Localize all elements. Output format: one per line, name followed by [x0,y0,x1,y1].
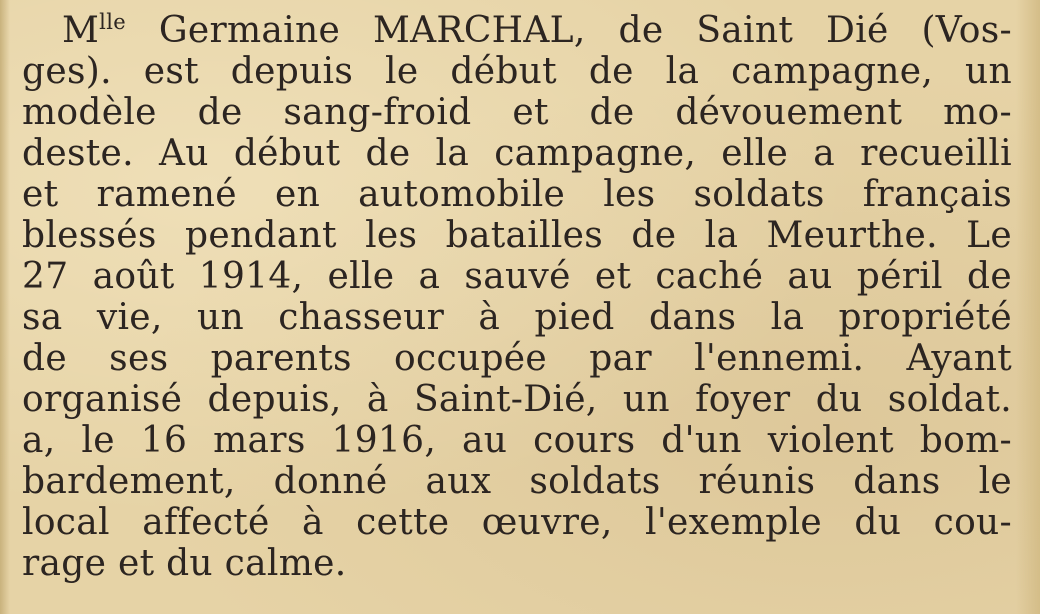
paper-edge-right [1016,0,1040,614]
citation-paragraph [22,10,1012,584]
text-line-11: a, le 16 mars 1916, au cours d'un violent bom- [22,420,1012,461]
text-line-14: rage et du calme. [22,543,347,584]
paper-edge-left [0,0,10,614]
first-line-text: Germaine MARCHAL, de Saint Dié (Vos- [125,10,1012,51]
text-line-6: blessés pendant les batailles de la Meurthe. Le [22,215,1012,256]
text-line-5: et ramené en automobile les soldats français [22,174,1012,215]
text-line-7: 27 août 1914, elle a sauvé et caché au péril de [22,256,1012,297]
text-line-2: ges). est depuis le début de la campagne, un [22,51,1012,92]
honorific-superscript: lle [99,10,126,34]
text-line-3: modèle de sang-froid et de dévouement mo- [22,92,1012,133]
text-line-8: sa vie, un chasseur à pied dans la propriété [22,297,1012,338]
text-line-4: deste. Au début de la campagne, elle a recueilli [22,133,1012,174]
text-line-1 [22,10,1012,51]
text-line-10: organisé depuis, à Saint-Dié, un foyer du soldat. [22,379,1012,420]
text-line-13: local affecté à cette œuvre, l'exemple du cou- [22,502,1012,543]
honorific-m: M [62,10,100,51]
text-line-9: de ses parents occupée par l'ennemi. Ayant [22,338,1012,379]
text-line-12: bardement, donné aux soldats réunis dans le [22,461,1012,502]
